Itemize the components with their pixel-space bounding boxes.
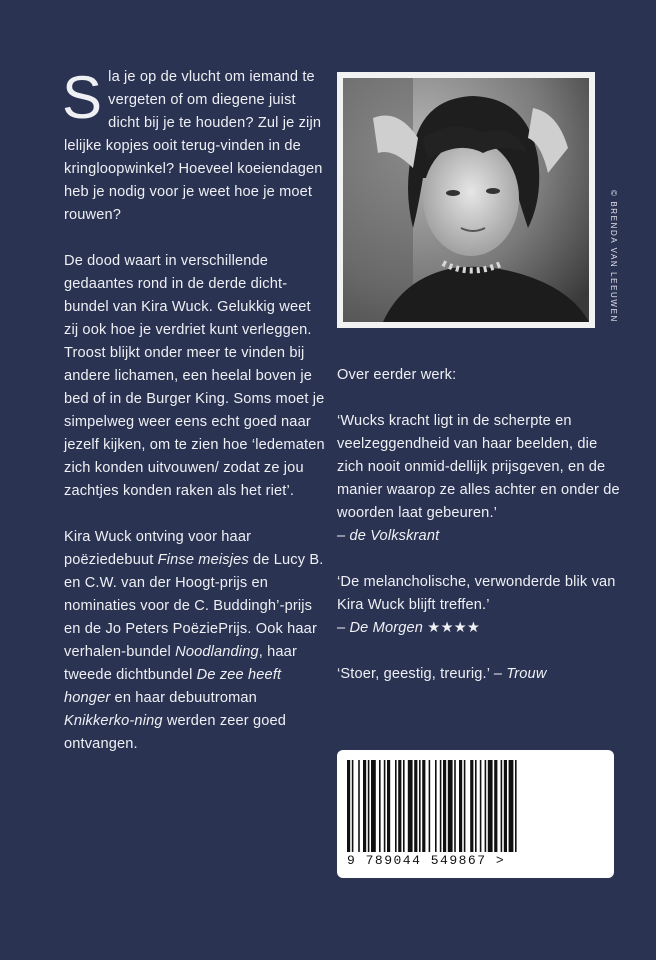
barcode-bar	[480, 760, 482, 852]
barcode-bar	[395, 760, 397, 852]
barcode-bar	[454, 760, 456, 852]
barcode-bar	[419, 760, 421, 852]
barcode-bar	[435, 760, 437, 852]
blurb-paragraph-1-text: la je op de vlucht om iemand te vergeten of om diegene juist dicht bij je te houden? Zul je zijn lelijke kopjes ooit terug-vinden in de kringloopwinkel? Hoeveel koeiendagen heb je nodig voor je weet hoe je moet rouwen?	[64, 69, 323, 223]
author-photo-image	[343, 78, 589, 322]
drop-cap: S	[62, 64, 103, 131]
barcode-bar	[464, 760, 466, 852]
book-title: De zee heeft honger	[64, 667, 282, 706]
author-portrait-illustration	[343, 78, 589, 322]
barcode-bar	[414, 760, 417, 852]
barcode-bar	[488, 760, 493, 852]
barcode-bar	[379, 760, 381, 852]
barcode-bar	[368, 760, 370, 852]
barcode-bar	[475, 760, 477, 852]
barcode-bar	[515, 760, 517, 852]
barcode-bar	[443, 760, 446, 852]
review-source: – De Morgen ★★★★	[337, 620, 481, 636]
barcode-bar	[403, 760, 405, 852]
barcode	[337, 750, 614, 878]
review-quote-text: ‘Wucks kracht ligt in de scherpte en veelzeggendheid van haar beelden, die zich nooit onmid-dellijk prijsgeven, en de manier waarop ze alles achter en onder de woorden laat gebeuren.’	[337, 413, 620, 521]
book-title: Noodlanding	[175, 644, 259, 660]
barcode-bar	[501, 760, 503, 852]
review-quote	[337, 410, 622, 548]
book-title: Knikkerko-ning	[64, 713, 163, 729]
barcode-bar	[448, 760, 453, 852]
photo-credit: © BRENDA VAN LEEUWEN	[609, 190, 618, 323]
barcode-bar	[398, 760, 401, 852]
review-quote	[337, 663, 622, 686]
barcode-bar	[429, 760, 431, 852]
barcode-bar	[363, 760, 366, 852]
book-title: Finse meisjes	[157, 552, 249, 568]
barcode-bar	[509, 760, 514, 852]
blurb-paragraph-1	[64, 66, 326, 227]
barcode-bar	[347, 760, 350, 852]
barcode-bar	[504, 760, 507, 852]
barcode-bar	[371, 760, 376, 852]
barcode-bar	[358, 760, 360, 852]
barcode-bar	[422, 760, 425, 852]
blurb-paragraph-2: De dood waart in verschillende gedaantes rond in de derde dicht-bundel van Kira Wuck. Gelukkig weet zij ook hoe je verdriet kunt verleggen. Troost blijkt onder meer te vinden bij andere lichamen, een heelal boven je bed of in de Burger King. Soms moet je simpelweg weer eens echt goed naar jezelf kijken, om te zien hoe ‘ledematen zich konden uitvouwen/ zodat ze jou zachtjes konden raken als het riet’.	[64, 253, 325, 499]
isbn-digits: 9 789044 549867 >	[347, 853, 506, 868]
barcode-bar	[470, 760, 473, 852]
author-bio: Kira Wuck ontving voor haar poëziedebuut Finse meisjes de Lucy B. en C.W. van der Hoogt-prijs en nominaties voor de C. Buddingh’-prijs en de Jo Peters PoëziePrijs. Ook haar verhalen-bundel Noodlanding, haar tweede dichtbundel De zee heeft honger en haar debuutroman Knikkerko-ning werden zeer goed ontvangen.	[64, 529, 324, 752]
barcode-bar	[384, 760, 386, 852]
barcode-bar	[352, 760, 354, 852]
barcode-bars	[347, 760, 604, 852]
review-quote-text: ‘Stoer, geestig, treurig.’	[337, 666, 494, 682]
review-source: – de Volkskrant	[337, 528, 440, 544]
reviews-heading: Over eerder werk:	[337, 367, 457, 383]
reviews-section	[337, 364, 622, 709]
barcode-bar	[440, 760, 442, 852]
barcode-bar	[494, 760, 497, 852]
review-quote-text: ‘De melancholische, verwonderde blik van Kira Wuck blijft treffen.’	[337, 574, 616, 613]
barcode-bar	[459, 760, 462, 852]
author-photo	[337, 72, 595, 328]
back-cover-blurb	[64, 66, 326, 779]
barcode-bar	[387, 760, 390, 852]
barcode-bar	[485, 760, 487, 852]
review-source: – Trouw	[493, 666, 547, 682]
barcode-bar	[408, 760, 413, 852]
review-quote	[337, 571, 622, 640]
